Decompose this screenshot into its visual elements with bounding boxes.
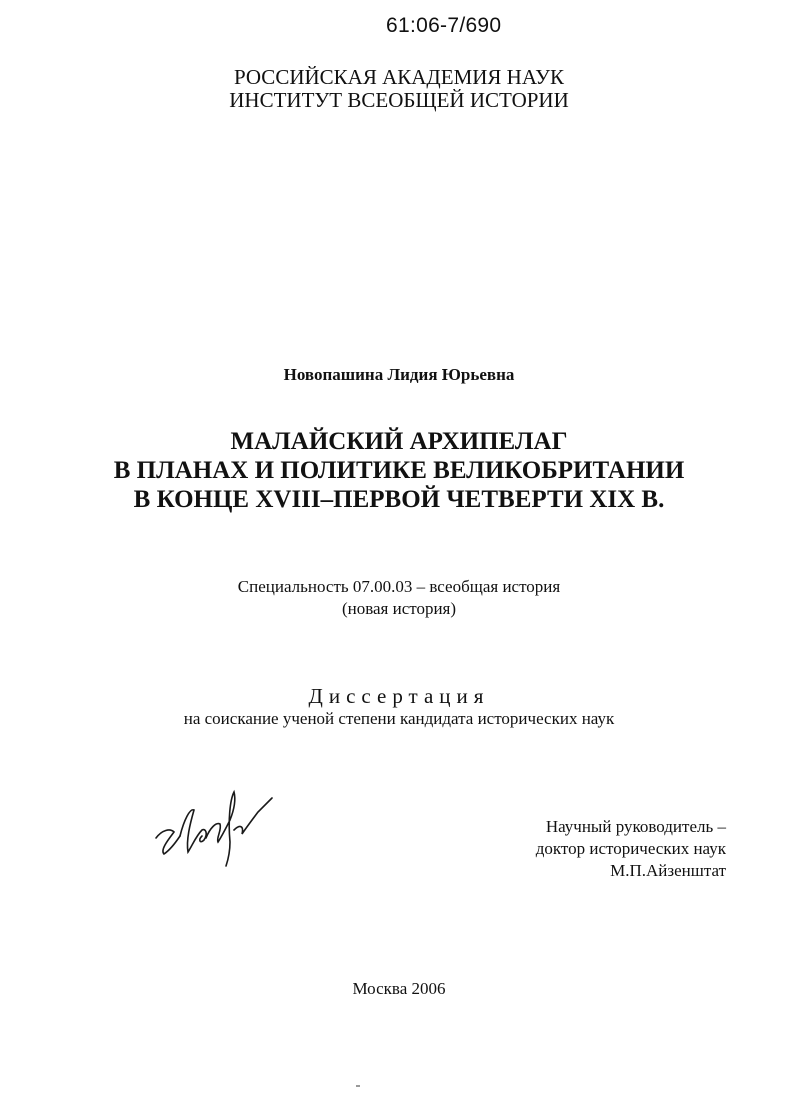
dissertation-heading: Диссертация [308,684,490,708]
archive-code: 61:06-7/690 [386,14,502,37]
specialty-line-1: Специальность 07.00.03 – всеобщая история [237,577,561,596]
supervisor-line-1: Научный руководитель – [545,817,726,836]
handwritten-signature [150,780,280,870]
title-line-2: В ПЛАНАХ И ПОЛИТИКЕ ВЕЛИКОБРИТАНИИ [113,457,685,484]
city-year: Москва 2006 [352,979,446,998]
scan-speck [356,1085,360,1087]
organization-line-2: ИНСТИТУТ ВСЕОБЩЕЙ ИСТОРИИ [229,88,569,112]
title-line-3: В КОНЦЕ XVIII–ПЕРВОЙ ЧЕТВЕРТИ XIX В. [133,486,665,513]
supervisor-line-3: М.П.Айзенштат [610,861,726,880]
dissertation-subtitle: на соискание ученой степени кандидата исторических наук [183,709,615,728]
supervisor-line-2: доктор исторических наук [535,839,726,858]
specialty-line-2: (новая история) [341,599,457,618]
organization-line-1: РОССИЙСКАЯ АКАДЕМИЯ НАУК [233,65,565,89]
title-line-1: МАЛАЙСКИЙ АРХИПЕЛАГ [230,428,568,455]
author-name: Новопашина Лидия Юрьевна [283,365,515,384]
supervisor-block [536,816,726,882]
